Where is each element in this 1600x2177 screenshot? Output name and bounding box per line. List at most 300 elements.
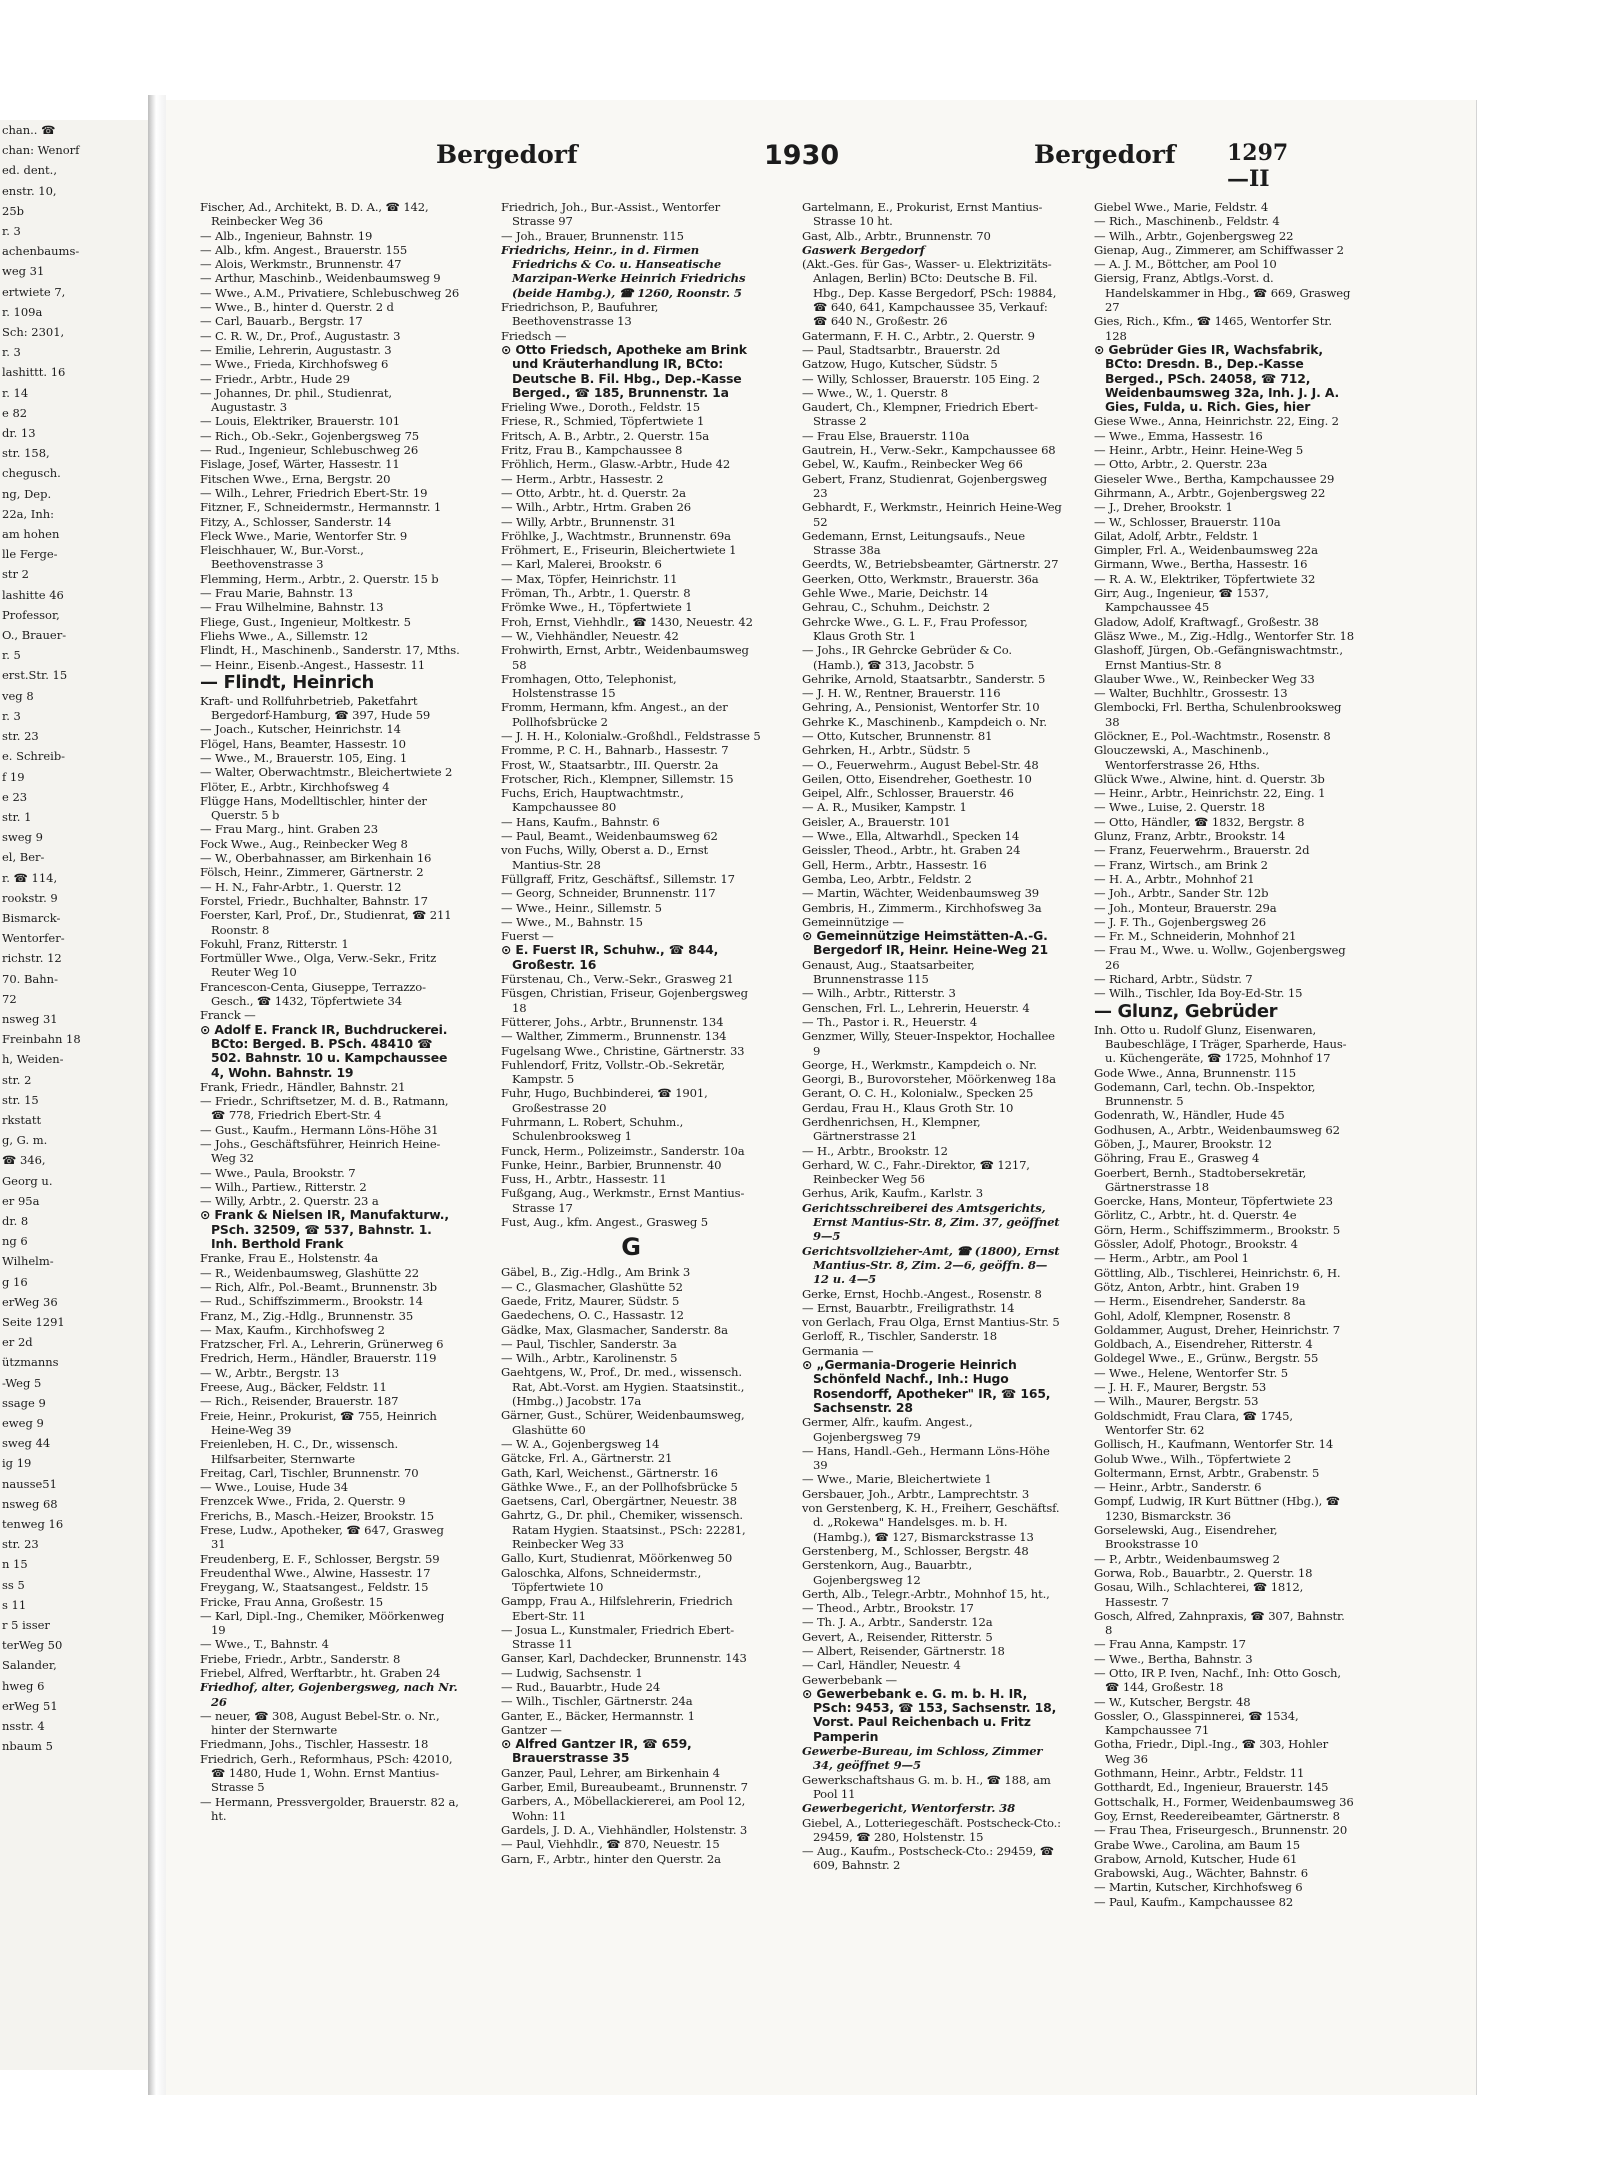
left-page-fragment-line: dr. 8 xyxy=(2,1213,29,1228)
left-page-fragment-line: r. 109a xyxy=(2,304,43,319)
directory-entry: Freie, Heinr., Prokurist, ☎ 755, Heinrich Heine-Weg 39 xyxy=(200,1408,437,1437)
directory-entry: Gaede, Fritz, Maurer, Südstr. 5 xyxy=(501,1293,680,1308)
directory-entry: Füsgen, Christian, Friseur, Gojenbergsweg 18 xyxy=(501,986,748,1015)
left-page-fragment-line: Bismarck- xyxy=(2,910,61,925)
directory-entry: Gotha, Friedr., Dipl.-Ing., ☎ 303, Hohler Weg 36 xyxy=(1094,1737,1328,1766)
directory-entry: Godemann, Carl, techn. Ob.-Inspektor, Brunnenstr. 5 xyxy=(1094,1079,1316,1109)
directory-entry: — Max, Töpfer, Heinrichstr. 11 xyxy=(501,571,678,586)
directory-entry: — Friedr., Arbtr., Hude 29 xyxy=(200,371,350,386)
page-header xyxy=(264,140,1304,192)
directory-entry: Gohl, Adolf, Klempner, Rosenstr. 8 xyxy=(1094,1308,1291,1323)
left-page-fragment-line: chan.. ☎ xyxy=(2,123,56,137)
left-page-fragment-line: nausse51 xyxy=(2,1476,57,1491)
directory-entry: (Akt.-Ges. für Gas-, Wasser- u. Elektrizitäts-Anlagen, Berlin) BCto: Deutsche B. Fil. Hbg., Dep. Kasse Bergedorf, PSch: 19884, ☎ 640, 641, Kampchaussee 35, Verkauf: ☎ 640 N., Großestr. 26 xyxy=(802,257,1057,329)
directory-entry: Fitschen Wwe., Erna, Bergstr. 20 xyxy=(200,471,391,486)
directory-entry: Gehrau, C., Schuhm., Deichstr. 2 xyxy=(802,600,990,615)
directory-column-2 xyxy=(501,200,761,2000)
directory-entry: Götz, Anton, Arbtr., hint. Graben 19 xyxy=(1094,1279,1300,1294)
directory-entry: Gatzow, Hugo, Kutscher, Südstr. 5 xyxy=(802,357,998,372)
left-page-fragment-line: Seite 1291 xyxy=(2,1314,65,1329)
directory-entry: — Josua L., Kunstmaler, Friedrich Ebert-Strasse 11 xyxy=(501,1622,735,1652)
directory-entry: Gössler, Adolf, Photogr., Brookstr. 4 xyxy=(1094,1237,1298,1252)
institution-entry: Gerichtsvollzieher-Amt, ☎ (1800), Ernst Mantius-Str. 8, Zim. 2—6, geöffn. 8—12 u. 4—5 xyxy=(802,1243,1060,1287)
directory-entry: Gäbel, B., Zig.-Hdlg., Am Brink 3 xyxy=(501,1265,691,1280)
directory-entry: — Wwe., Luise, 2. Querstr. 18 xyxy=(1094,800,1265,815)
directory-entry: Fislage, Josef, Wärter, Hassestr. 11 xyxy=(200,457,400,472)
directory-entry: — Arthur, Maschinb., Weidenbaumsweg 9 xyxy=(200,271,441,286)
directory-entry: — Paul, Stadtsarbtr., Brauerstr. 2d xyxy=(802,342,1001,357)
directory-entry: Flemming, Herm., Arbtr., 2. Querstr. 15 b xyxy=(200,571,439,586)
left-page-fragment-line: erWeg 36 xyxy=(2,1294,58,1309)
directory-entry: — Alb., kfm. Angest., Brauerstr. 155 xyxy=(200,242,408,257)
directory-entry: Friedrichson, P., Baufuhrer, Beethovenstrasse 13 xyxy=(501,300,659,329)
directory-entry: Froh, Ernst, Viehhdlr., ☎ 1430, Neuestr. 42 xyxy=(501,614,753,629)
directory-entry: — P., Arbtr., Weidenbaumsweg 2 xyxy=(1094,1551,1280,1566)
directory-entry: — Wwe., Ella, Altwarhdl., Specken 14 xyxy=(802,829,1020,844)
directory-entry: Geipel, Alfr., Schlosser, Brauerstr. 46 xyxy=(802,786,1014,801)
directory-entry: Georgi, B., Burovorsteher, Möörkenweg 18a xyxy=(802,1072,1056,1087)
directory-entry: Freudenthal Wwe., Alwine, Hassestr. 17 xyxy=(200,1565,431,1580)
directory-entry: Gode Wwe., Anna, Brunnenstr. 115 xyxy=(1094,1065,1296,1080)
directory-entry: — Johs., IR Gehrcke Gebrüder & Co. (Hamb.), ☎ 313, Jacobstr. 5 xyxy=(802,643,1012,672)
left-page-fragment-line: ss 5 xyxy=(2,1577,25,1592)
left-page-fragment-line: achenbaums- xyxy=(2,244,80,259)
directory-entry: — Wwe., Louise, Hude 34 xyxy=(200,1480,348,1495)
directory-entry: Gampp, Frau A., Hilfslehrerin, Friedrich Ebert-Str. 11 xyxy=(501,1594,733,1623)
directory-entry: Geilen, Otto, Eisendreher, Goethestr. 10 xyxy=(802,771,1032,786)
directory-entry: Gembris, H., Zimmerm., Kirchhofsweg 3a xyxy=(802,900,1042,915)
left-page-fragment-line: ng 6 xyxy=(2,1234,28,1249)
directory-entry: Glück Wwe., Alwine, hint. d. Querstr. 3b xyxy=(1094,771,1325,786)
directory-entry: — J. H. W., Rentner, Brauerstr. 116 xyxy=(802,686,1001,701)
directory-entry: — Louis, Elektriker, Brauerstr. 101 xyxy=(200,414,400,429)
left-page-fragment-line: r 5 isser xyxy=(2,1618,50,1633)
directory-entry: — Paul, Kaufm., Kampchaussee 82 xyxy=(1094,1894,1294,1909)
left-page-fragment-line: ed. dent., xyxy=(2,163,57,178)
directory-entry: — W., Oberbahnasser, am Birkenhain 16 xyxy=(200,851,432,866)
directory-entry: Gaedechens, O. C., Hassastr. 12 xyxy=(501,1308,684,1323)
directory-entry: Gerth, Alb., Telegr.-Arbtr., Mohnhof 15, ht., xyxy=(802,1586,1050,1601)
directory-entry: — H. N., Fahr-Arbtr., 1. Querstr. 12 xyxy=(200,879,402,894)
directory-entry: Gossler, O., Glasspinnerei, ☎ 1534, Kampchaussee 71 xyxy=(1094,1708,1299,1738)
directory-entry: — Ernst, Bauarbtr., Freiligrathstr. 14 xyxy=(802,1300,1015,1315)
directory-entry: Fleck Wwe., Marie, Wentorfer Str. 9 xyxy=(200,528,408,543)
directory-entry: Franck — xyxy=(200,1008,256,1023)
directory-entry: Fugelsang Wwe., Christine, Gärtnerstr. 33 xyxy=(501,1043,745,1058)
left-page-fragment-line: str. 23 xyxy=(2,729,39,744)
directory-entry: Gallo, Kurt, Studienrat, Möörkenweg 50 xyxy=(501,1551,733,1566)
directory-entry: Gemeinnützige — xyxy=(802,914,904,929)
directory-entry: — Th. J. A., Arbtr., Sanderstr. 12a xyxy=(802,1615,993,1630)
directory-entry: — neuer, ☎ 308, August Bebel-Str. o. Nr., hinter der Sternwarte xyxy=(200,1708,440,1738)
directory-entry: Flöter, E., Arbtr., Kirchhofsweg 4 xyxy=(200,779,390,794)
directory-entry: — Wwe., M., Bahnstr. 15 xyxy=(501,914,643,929)
directory-entry: Gärner, Gust., Schürer, Weidenbaumsweg, Glashütte 60 xyxy=(501,1408,745,1437)
directory-entry: — C. R. W., Dr., Prof., Augustastr. 3 xyxy=(200,328,401,343)
book-gutter xyxy=(148,95,166,2095)
left-page-fragment-line: e. Schreib- xyxy=(2,749,66,764)
left-page-fragment-line: am hohen xyxy=(2,527,60,542)
directory-entry: Geerdts, W., Betriebsbeamter, Gärtnerstr. 27 xyxy=(802,557,1059,572)
directory-entry: — Carl, Bauarb., Bergstr. 17 xyxy=(200,314,363,329)
directory-entry: Gosau, Wilh., Schlachterei, ☎ 1812, Hassestr. 7 xyxy=(1094,1580,1304,1609)
directory-entry: — Karl, Dipl.-Ing., Chemiker, Möörkenweg 19 xyxy=(200,1608,445,1638)
directory-entry: Gompf, Ludwig, IR Kurt Büttner (Hbg.), ☎ 1230, Bismarckstr. 36 xyxy=(1094,1494,1341,1523)
directory-entry: — Otto, Arbtr., ht. d. Querstr. 2a xyxy=(501,485,686,500)
directory-entry: Fischer, Ad., Architekt, B. D. A., ☎ 142, Reinbecker Weg 36 xyxy=(200,200,429,229)
directory-entry: Gerstenkorn, Aug., Bauarbtr., Gojenbergsweg 12 xyxy=(802,1558,973,1587)
directory-entry: Fratzscher, Frl. A., Lehrerin, Grünerweg 6 xyxy=(200,1337,444,1352)
directory-entry: Girmann, Wwe., Bertha, Hassestr. 16 xyxy=(1094,557,1308,572)
directory-entry: Göhring, Frau E., Grasweg 4 xyxy=(1094,1151,1260,1166)
directory-entry: — A. R., Musiker, Kampstr. 1 xyxy=(802,800,967,815)
directory-entry: Fuhr, Hugo, Buchbinderei, ☎ 1901, Großestrasse 20 xyxy=(501,1086,708,1115)
directory-entry: — Paul, Beamt., Weidenbaumsweg 62 xyxy=(501,829,718,844)
left-page-fragment-line: richstr. 12 xyxy=(2,951,62,966)
directory-entry: Gollisch, H., Kaufmann, Wentorfer Str. 14 xyxy=(1094,1437,1334,1452)
directory-entry: — Frau Anna, Kampstr. 17 xyxy=(1094,1637,1246,1652)
directory-entry: Geerken, Otto, Werkmstr., Brauerstr. 36a xyxy=(802,571,1039,586)
directory-entry: Gieseler Wwe., Bertha, Kampchaussee 29 xyxy=(1094,471,1335,486)
directory-entry: Funck, Herm., Polizeimstr., Sanderstr. 10a xyxy=(501,1143,745,1158)
directory-entry: Frost, W., Staatsarbtr., III. Querstr. 2a xyxy=(501,757,719,772)
directory-entry: Godenrath, W., Händler, Hude 45 xyxy=(1094,1108,1285,1123)
directory-entry: — W., Viehhändler, Neuestr. 42 xyxy=(501,628,679,643)
left-page-fragment-line: er 95a xyxy=(2,1193,40,1208)
directory-entry: — Herm., Eisendreher, Sanderstr. 8a xyxy=(1094,1294,1306,1309)
directory-entry: — Hans, Handl.-Geh., Hermann Löns-Höhe 39 xyxy=(802,1443,1050,1473)
directory-entry: — Rich., Maschinenb., Feldstr. 4 xyxy=(1094,214,1280,229)
directory-entry: — Wilh., Maurer, Bergstr. 53 xyxy=(1094,1394,1259,1409)
directory-entry: Germer, Alfr., kaufm. Angest., Gojenbergsweg 79 xyxy=(802,1415,973,1444)
directory-entry: Ganser, Karl, Dachdecker, Brunnenstr. 143 xyxy=(501,1651,747,1666)
directory-entry: Gottschalk, H., Former, Weidenbaumsweg 36 xyxy=(1094,1794,1354,1809)
directory-entry: — R., Weidenbaumsweg, Glashütte 22 xyxy=(200,1265,419,1280)
directory-entry: Foerster, Karl, Prof., Dr., Studienrat, ☎ 211 Roonstr. 8 xyxy=(200,908,452,937)
left-page-fragment-line: r. 5 xyxy=(2,648,21,663)
left-page-fragment-line: n 15 xyxy=(2,1557,28,1572)
directory-entry: — Johs., Geschäftsführer, Heinrich Heine-Weg 32 xyxy=(200,1137,441,1166)
directory-entry: — Walter, Oberwachtmstr., Bleichertwiete 2 xyxy=(200,765,453,780)
left-page-fragment-line: Georg u. xyxy=(2,1173,53,1188)
left-page-fragment-line: str. 2 xyxy=(2,1072,32,1087)
directory-entry: Fröman, Th., Arbtr., 1. Querstr. 8 xyxy=(501,586,691,601)
directory-entry: — Wilh., Lehrer, Friedrich Ebert-Str. 19 xyxy=(200,485,428,500)
directory-entry: — Heinr., Eisenb.-Angest., Hassestr. 11 xyxy=(200,657,425,672)
left-page-fragment-line: nsweg 31 xyxy=(2,1011,58,1026)
directory-entry: — Albert, Reisender, Gärtnerstr. 18 xyxy=(802,1643,1005,1658)
directory-entry: Gahrtz, G., Dr. phil., Chemiker, wissensch. Ratam Hygien. Staatsinst., PSch: 22281, Reinbecker Weg 33 xyxy=(501,1508,746,1552)
directory-entry: — H., Arbtr., Brookstr. 12 xyxy=(802,1143,948,1158)
directory-entry: Gedemann, Ernst, Leitungsaufs., Neue Strasse 38a xyxy=(802,528,1025,558)
header-year: 1930 xyxy=(764,140,840,171)
directory-entry: Fußgang, Aug., Werkmstr., Ernst Mantius-Strasse 17 xyxy=(501,1186,745,1215)
directory-entry: Giebel, A., Lotteriegeschäft. Postscheck-Cto.: 29459, ☎ 280, Holstenstr. 15 xyxy=(802,1815,1061,1844)
directory-entry: Fromme, P. C. H., Bahnarb., Hassestr. 7 xyxy=(501,743,729,758)
directory-entry: Gehrke K., Maschinenb., Kampdeich o. Nr. xyxy=(802,714,1047,729)
directory-entry: Freitag, Carl, Tischler, Brunnenstr. 70 xyxy=(200,1465,419,1480)
left-page-fragment-line: dr. 13 xyxy=(2,426,36,441)
left-page-fragment xyxy=(0,120,149,2070)
directory-entry: Fuchs, Erich, Hauptwachtmstr., Kampchaussee 80 xyxy=(501,786,684,815)
left-page-fragment-line: f 19 xyxy=(2,769,25,784)
left-page-fragment-line: rkstatt xyxy=(2,1112,42,1127)
directory-entry: Fricke, Frau Anna, Großestr. 15 xyxy=(200,1594,384,1609)
directory-entry: — Max, Kaufm., Kirchhofsweg 2 xyxy=(200,1322,385,1337)
directory-entry: — Wwe., Marie, Bleichertwiete 1 xyxy=(802,1472,992,1487)
left-page-fragment-line: h, Weiden- xyxy=(2,1052,64,1067)
directory-entry: Glembocki, Frl. Bertha, Schulenbrooksweg 38 xyxy=(1094,700,1342,729)
directory-entry: Gilat, Adolf, Arbtr., Feldstr. 1 xyxy=(1094,528,1259,543)
left-page-fragment-line: str. 23 xyxy=(2,1537,39,1552)
directory-entry: — Wilh., Arbtr., Gojenbergsweg 22 xyxy=(1094,228,1294,243)
directory-entry: Giebel Wwe., Marie, Feldstr. 4 xyxy=(1094,200,1269,214)
directory-entry: Fütterer, Johs., Arbtr., Brunnenstr. 134 xyxy=(501,1014,724,1029)
directory-entry: Gehrken, H., Arbtr., Südstr. 5 xyxy=(802,743,971,758)
directory-entry: — Hermann, Pressvergolder, Brauerstr. 82 a, ht. xyxy=(200,1794,459,1823)
directory-entry: Gerhus, Arik, Kaufm., Karlstr. 3 xyxy=(802,1186,983,1201)
directory-entry: Gerloff, R., Tischler, Sanderstr. 18 xyxy=(802,1329,997,1344)
directory-entry: — Theod., Arbtr., Brookstr. 17 xyxy=(802,1601,974,1616)
left-page-fragment-line: Sch: 2301, xyxy=(2,325,65,340)
left-page-fragment-line: O., Brauer- xyxy=(2,628,67,643)
directory-entry: Gatermann, F. H. C., Arbtr., 2. Querstr. 9 xyxy=(802,328,1035,343)
directory-entry: — Rud., Schiffszimmerm., Brookstr. 14 xyxy=(200,1294,423,1309)
directory-entry: Fritsch, A. B., Arbtr., 2. Querstr. 15a xyxy=(501,428,710,443)
directory-entry: — A. J. M., Böttcher, am Pool 10 xyxy=(1094,257,1277,272)
directory-entry: — Rud., Bauarbtr., Hude 24 xyxy=(501,1679,661,1694)
directory-entry: Göben, J., Maurer, Brookstr. 12 xyxy=(1094,1137,1272,1151)
directory-entry: Friese, R., Schmied, Töpfertwiete 1 xyxy=(501,414,705,429)
directory-entry: Fröhlich, Herm., Glasw.-Arbtr., Hude 42 xyxy=(501,457,731,472)
directory-entry: Frieling Wwe., Doroth., Feldstr. 15 xyxy=(501,400,701,415)
directory-entry: — Wilh., Arbtr., Ritterstr. 3 xyxy=(802,986,956,1001)
directory-entry: — H. A., Arbtr., Mohnhof 21 xyxy=(1094,871,1255,886)
directory-entry: — Wilh., Partiew., Ritterstr. 2 xyxy=(200,1179,367,1194)
directory-entry: Goldbach, A., Eisendreher, Ritterstr. 4 xyxy=(1094,1337,1313,1352)
directory-entry: — Walter, Buchhltr., Grossestr. 13 xyxy=(1094,686,1288,701)
left-page-fragment-line: r. 3 xyxy=(2,708,21,723)
directory-entry: Grabowski, Aug., Wächter, Bahnstr. 6 xyxy=(1094,1866,1308,1881)
directory-entry: Fölsch, Heinr., Zimmerer, Gärtnerstr. 2 xyxy=(200,865,424,880)
left-page-fragment-line: r. 3 xyxy=(2,224,21,239)
directory-entry: Gerstenberg, M., Schlosser, Bergstr. 48 xyxy=(802,1543,1029,1558)
left-page-fragment-line: el, Ber- xyxy=(2,850,45,865)
left-page-fragment-line: nbaum 5 xyxy=(2,1739,53,1754)
directory-entry: — Frau Marie, Bahnstr. 13 xyxy=(200,586,353,601)
directory-entry: — Hans, Kaufm., Bahnstr. 6 xyxy=(501,814,660,829)
directory-entry: Gast, Alb., Arbtr., Brunnenstr. 70 xyxy=(802,228,991,243)
directory-entry: — Frau M., Wwe. u. Wollw., Gojenbergsweg 26 xyxy=(1094,943,1346,972)
directory-entry: Gardels, J. D. A., Viehhändler, Holstenstr. 3 xyxy=(501,1822,748,1837)
institution-entry: Gewerbe-Bureau, im Schloss, Zimmer 34, geöffnet 9—5 xyxy=(802,1744,1043,1773)
directory-entry: Gersbauer, Joh., Arbtr., Lamprechtstr. 3 xyxy=(802,1486,1030,1501)
left-page-fragment-line: e 82 xyxy=(2,405,28,420)
directory-entry: — Joh., Monteur, Brauerstr. 29a xyxy=(1094,900,1277,915)
left-page-fragment-line: Wentorfer- xyxy=(2,931,65,946)
directory-entry: Glunz, Franz, Arbtr., Brookstr. 14 xyxy=(1094,829,1286,844)
directory-entry: — Wwe., Emma, Hassestr. 16 xyxy=(1094,428,1263,443)
directory-entry: Goerbert, Bernh., Stadtobersekretär, Gärtnerstrasse 18 xyxy=(1094,1165,1307,1194)
directory-entry: — Wwe., T., Bahnstr. 4 xyxy=(200,1637,329,1652)
directory-entry: Fromm, Hermann, kfm. Angest., an der Pollhofsbrücke 2 xyxy=(501,700,728,729)
left-page-fragment-line: ützmanns xyxy=(2,1355,59,1370)
directory-entry: — Herm., Arbtr., Hassestr. 2 xyxy=(501,471,664,486)
left-page-fragment-line: r. 14 xyxy=(2,385,29,400)
directory-entry: Gerhard, W. C., Fahr.-Direktor, ☎ 1217, Reinbecker Weg 56 xyxy=(802,1157,1030,1187)
directory-entry: Fröhlke, J., Wachtmstr., Brunnenstr. 69a xyxy=(501,528,731,543)
directory-entry: — Wilh., Arbtr., Hrtm. Graben 26 xyxy=(501,500,692,515)
directory-entry: — Frau Else, Brauerstr. 110a xyxy=(802,428,970,443)
directory-entry: Gläsz Wwe., M., Zig.-Hdlg., Wentorfer Str. 18 xyxy=(1094,628,1354,643)
directory-entry: — Karl, Malerei, Brookstr. 6 xyxy=(501,557,662,572)
directory-entry: — J. H. H., Kolonialw.-Großhdl., Feldstrasse 5 xyxy=(501,728,761,743)
directory-entry: Frotscher, Rich., Klempner, Sillemstr. 15 xyxy=(501,771,734,786)
institution-entry: Gaswerk Bergedorf xyxy=(802,242,925,257)
directory-entry: Friedsch — xyxy=(501,328,567,343)
directory-entry: Gautrein, H., Verw.-Sekr., Kampchaussee 68 xyxy=(802,443,1056,458)
directory-entry: Fuhrmann, L. Robert, Schuhm., Schulenbrooksweg 1 xyxy=(501,1115,684,1144)
directory-entry: Görn, Herm., Schiffszimmerm., Brookstr. 5 xyxy=(1094,1222,1341,1237)
directory-entry: — Richard, Arbtr., Südstr. 7 xyxy=(1094,972,1253,987)
directory-entry: Füllgraff, Fritz, Geschäftsf., Sillemstr. 17 xyxy=(501,871,735,886)
directory-entry: Garber, Emil, Bureaubeamt., Brunnenstr. 7 xyxy=(501,1780,748,1795)
directory-entry: Franz, M., Zig.-Hdlg., Brunnenstr. 35 xyxy=(200,1308,414,1323)
directory-entry: Fokuhl, Franz, Ritterstr. 1 xyxy=(200,936,349,951)
directory-entry: — Wilh., Arbtr., Karolinenstr. 5 xyxy=(501,1351,678,1366)
directory-entry: Fromhagen, Otto, Telephonist, Holstenstrasse 15 xyxy=(501,671,677,701)
directory-entry: — Aug., Kaufm., Postscheck-Cto.: 29459, ☎ 609, Bahnstr. 2 xyxy=(802,1844,1055,1873)
directory-entry: — Wwe., A.M., Privatiere, Schlebuschweg 26 xyxy=(200,285,460,300)
directory-entry: — Franz, Feuerwehrm., Brauerstr. 2d xyxy=(1094,843,1310,858)
directory-entry: Freygang, W., Staatsangest., Feldstr. 15 xyxy=(200,1580,429,1595)
directory-entry: Flögel, Hans, Beamter, Hassestr. 10 xyxy=(200,736,406,751)
directory-entry: — Heinr., Arbtr., Heinr. Heine-Weg 5 xyxy=(1094,443,1304,458)
directory-entry: Gerdau, Frau H., Klaus Groth Str. 10 xyxy=(802,1100,1014,1115)
directory-entry: Fust, Aug., kfm. Angest., Grasweg 5 xyxy=(501,1215,708,1230)
directory-entry: Fleischhauer, W., Bur.-Vorst., Beethovenstrasse 3 xyxy=(200,543,364,572)
header-page-number: 1297—II xyxy=(1227,140,1289,192)
directory-entry: Gehring, A., Pensionist, Wentorfer Str. 10 xyxy=(802,700,1040,715)
left-page-fragment-line: chan: Wenorf xyxy=(2,143,80,158)
directory-entry: von Gerlach, Frau Olga, Ernst Mantius-Str. 5 xyxy=(802,1315,1060,1330)
directory-entry: Fredrich, Herm., Händler, Brauerstr. 119 xyxy=(200,1351,437,1366)
directory-entry: Fröhmert, E., Friseurin, Bleichertwiete 1 xyxy=(501,543,737,558)
directory-entry: Gantzer — xyxy=(501,1722,562,1737)
directory-entry: Gerdhenrichsen, H., Klempner, Gärtnerstrasse 21 xyxy=(802,1115,981,1144)
directory-entry: Frömke Wwe., H., Töpfertwiete 1 xyxy=(501,600,693,615)
directory-entry: — Emilie, Lehrerin, Augustastr. 3 xyxy=(200,342,392,357)
directory-entry: von Fuchs, Willy, Oberst a. D., Ernst Mantius-Str. 28 xyxy=(501,843,709,872)
header-place-right: Bergedorf xyxy=(1034,140,1176,169)
left-page-fragment-line: veg 8 xyxy=(2,688,34,703)
left-page-fragment-line: enstr. 10, xyxy=(2,183,57,198)
directory-entry: Friedrich, Joh., Bur.-Assist., Wentorfer Strasse 97 xyxy=(501,200,720,229)
directory-entry: Kraft- und Rollfuhrbetrieb, Paketfahrt Bergedorf-Hamburg, ☎ 397, Hude 59 xyxy=(200,693,431,723)
directory-entry: Glöckner, E., Pol.-Wachtmstr., Rosenstr. 8 xyxy=(1094,728,1331,743)
directory-entry: — Wwe., W., 1. Querstr. 8 xyxy=(802,385,948,400)
directory-entry: Fuss, H., Arbtr., Hassestr. 11 xyxy=(501,1172,667,1187)
directory-column-1 xyxy=(200,200,460,2000)
directory-entry: Friebel, Alfred, Werftarbtr., ht. Graben 24 xyxy=(200,1665,441,1680)
directory-entry: — Willy, Schlosser, Brauerstr. 105 Eing. 2 xyxy=(802,371,1040,386)
directory-entry: Gaetsens, Carl, Obergärtner, Neuestr. 38 xyxy=(501,1494,737,1509)
directory-entry: Gevert, A., Reisender, Ritterstr. 5 xyxy=(802,1629,993,1644)
directory-entry: Geissler, Theod., Arbtr., ht. Graben 24 xyxy=(802,843,1021,858)
directory-entry: Gewerkschaftshaus G. m. b. H., ☎ 188, am Pool 11 xyxy=(802,1772,1051,1801)
directory-entry: — Rich, Alfr., Pol.-Beamt., Brunnenstr. 3b xyxy=(200,1279,437,1294)
directory-entry: — Johannes, Dr. phil., Studienrat, Augustastr. 3 xyxy=(200,385,392,415)
directory-entry: — Willy, Arbtr., Brunnenstr. 31 xyxy=(501,514,676,529)
directory-entry: — Willy, Arbtr., 2. Querstr. 23 a xyxy=(200,1194,379,1209)
directory-entry: Gerant, O. C. H., Kolonialw., Specken 25 xyxy=(802,1086,1034,1101)
directory-entry: Goldschmidt, Frau Clara, ☎ 1745, Wentorfer Str. 62 xyxy=(1094,1408,1293,1437)
highlighted-business-entry: ⊙ „Germania-Drogerie Heinrich Schönfeld Nachf., Inh.: Hugo Rosendorff, Apotheker" IR, ☎ 165, Sachsenstr. 28 xyxy=(802,1357,1051,1415)
directory-entry: — Frau Wilhelmine, Bahnstr. 13 xyxy=(200,600,384,615)
directory-entry: Gehle Wwe., Marie, Deichstr. 14 xyxy=(802,586,989,601)
directory-entry: — J. F. Th., Gojenbergsweg 26 xyxy=(1094,914,1266,929)
directory-entry: Gerke, Ernst, Hochb.-Angest., Rosenstr. 8 xyxy=(802,1286,1042,1301)
directory-entry: Görlitz, C., Arbtr., ht. d. Querstr. 4e xyxy=(1094,1208,1297,1223)
directory-entry: — Wilh., Tischler, Ida Boy-Ed-Str. 15 xyxy=(1094,986,1303,1001)
directory-entry: Fuhlendorf, Fritz, Vollstr.-Ob.-Sekretär, Kampstr. 5 xyxy=(501,1057,725,1087)
directory-entry: — Gust., Kaufm., Hermann Löns-Höhe 31 xyxy=(200,1122,439,1137)
left-page-fragment-line: nsstr. 4 xyxy=(2,1719,45,1734)
directory-entry: Francescon-Centa, Giuseppe, Terrazzo-Gesch., ☎ 1432, Töpfertwiete 34 xyxy=(200,979,426,1009)
directory-entry: Genzmer, Willy, Steuer-Inspektor, Hochallee 9 xyxy=(802,1029,1055,1058)
display-advertisement-entry: — Glunz, Gebrüder xyxy=(1094,1000,1278,1022)
left-page-fragment-line: g 16 xyxy=(2,1274,28,1289)
directory-entry: Freienleben, H. C., Dr., wissensch. Hilfsarbeiter, Sternwarte xyxy=(200,1437,398,1466)
directory-entry: — Wwe., Frieda, Kirchhofsweg 6 xyxy=(200,357,389,372)
directory-entry: — Frau Marg., hint. Graben 23 xyxy=(200,822,378,837)
directory-entry: Grabe Wwe., Carolina, am Baum 15 xyxy=(1094,1837,1301,1852)
left-page-fragment-line: er 2d xyxy=(2,1335,33,1350)
directory-entry: — Otto, Arbtr., 2. Querstr. 23a xyxy=(1094,457,1268,472)
directory-entry: Galoschka, Alfons, Schneidermstr., Töpfertwiete 10 xyxy=(501,1565,702,1594)
left-page-fragment-line: nsweg 68 xyxy=(2,1496,58,1511)
directory-entry: Goercke, Hans, Monteur, Töpfertwiete 23 xyxy=(1094,1194,1333,1209)
left-page-fragment-line: ssage 9 xyxy=(2,1395,46,1410)
left-page-fragment-line: rookstr. 9 xyxy=(2,890,58,905)
directory-entry: Ganter, E., Bäcker, Hermannstr. 1 xyxy=(501,1708,695,1723)
directory-entry: — Otto, Händler, ☎ 1832, Bergstr. 8 xyxy=(1094,814,1305,829)
directory-entry: Gebhardt, F., Werkmstr., Heinrich Heine-Weg 52 xyxy=(802,500,1062,529)
directory-entry: — Heinr., Arbtr., Sanderstr. 6 xyxy=(1094,1480,1262,1495)
directory-entry: — Martin, Kutscher, Kirchhofsweg 6 xyxy=(1094,1880,1303,1895)
directory-entry: Golub Wwe., Wilh., Töpfertwiete 2 xyxy=(1094,1451,1292,1466)
directory-entry: Fritz, Frau B., Kampchaussee 8 xyxy=(501,443,683,458)
left-page-fragment-line: e 23 xyxy=(2,789,28,804)
left-page-fragment-line: g, G. m. xyxy=(2,1133,48,1148)
directory-entry: — Otto, Kutscher, Brunnenstr. 81 xyxy=(802,728,993,743)
left-page-fragment-line: r. ☎ 114, xyxy=(2,870,58,885)
directory-entry: Fuerst — xyxy=(501,929,554,944)
directory-entry: — Paul, Viehhdlr., ☎ 870, Neuestr. 15 xyxy=(501,1837,720,1852)
left-page-fragment-line: r. 3 xyxy=(2,345,21,360)
directory-entry: Gäthke Wwe., F., an der Pollhofsbrücke 5 xyxy=(501,1479,738,1494)
directory-entry: — Friedr., Schriftsetzer, M. d. B., Ratmann, ☎ 778, Friedrich Ebert-Str. 4 xyxy=(200,1094,449,1123)
directory-entry: Gehrcke Wwe., G. L. F., Frau Professor, Klaus Groth Str. 1 xyxy=(802,614,1028,643)
directory-entry: Flügge Hans, Modelltischler, hinter der Querstr. 5 b xyxy=(200,793,427,823)
directory-entry: Funke, Heinr., Barbier, Brunnenstr. 40 xyxy=(501,1157,722,1172)
left-page-fragment-line: ig 19 xyxy=(2,1456,32,1471)
directory-entry: Gätcke, Frl. A., Gärtnerstr. 21 xyxy=(501,1451,673,1466)
directory-entry: — Ludwig, Sachsenstr. 1 xyxy=(501,1665,643,1680)
directory-entry: Goldammer, August, Dreher, Heinrichstr. 7 xyxy=(1094,1322,1340,1337)
highlighted-business-entry: ⊙ Frank & Nielsen IR, Manufakturw., PSch. 32509, ☎ 537, Bahnstr. 1. Inh. Berthold Frank xyxy=(200,1207,449,1252)
left-page-fragment-line: tenweg 16 xyxy=(2,1517,64,1532)
